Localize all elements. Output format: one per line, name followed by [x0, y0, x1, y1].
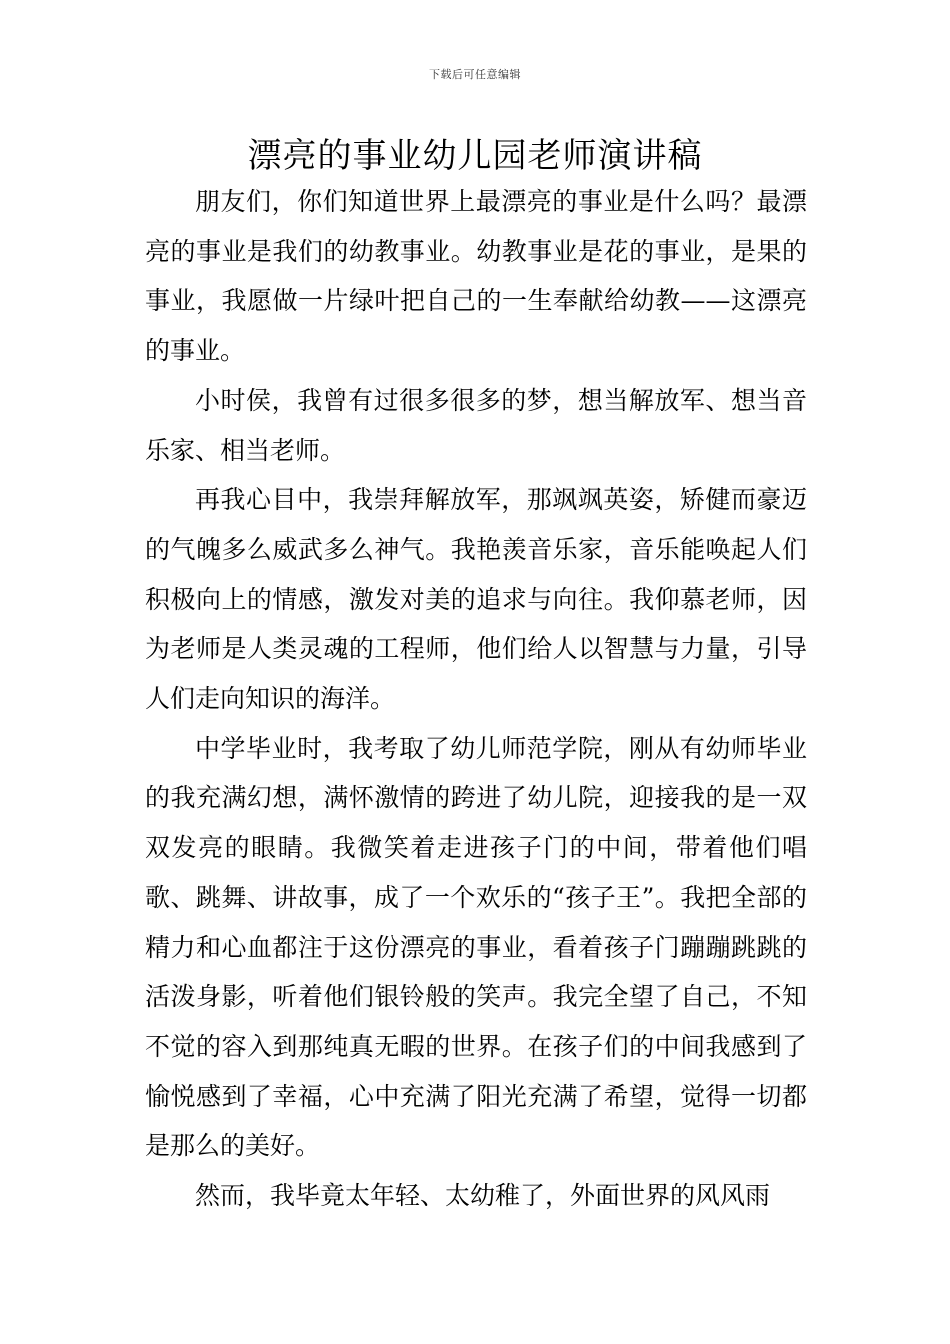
page-title: 漂亮的事业幼儿园老师演讲稿 — [247, 136, 703, 176]
paragraph: 中学毕业时，我考取了幼儿师范学院，刚从有幼师毕业的我充满幻想，满怀激情的跨进了幼儿院，迎接我的是一双双发亮的眼睛。我微笑着走进孩子门的中间，带着他们唱歌、跳舞、讲故事，成了一个欢乐的“孩子王”。我把全部的精力和心血都注于这份漂亮的事业，看着孩子门蹦蹦跳跳的活泼身影，听着他们银铃般的笑声。我完全望了自己，不知不觉的容入到那纯真无暇的世界。在孩子们的中间我感到了愉悦感到了幸福，心中充满了阳光充满了希望，觉得一切都是那么的美好。 — [145, 733, 807, 1161]
body-text — [145, 177, 807, 1221]
paragraph: 然而，我毕竟太年轻、太幼稚了，外面世界的风风雨 — [195, 1181, 771, 1211]
header-note: 下载后可任意编辑 — [429, 68, 521, 81]
paragraph: 小时侯，我曾有过很多很多的梦，想当解放军、想当音乐家、相当老师。 — [145, 385, 807, 465]
paragraph: 朋友们，你们知道世界上最漂亮的事业是什么吗？最漂亮的事业是我们的幼教事业。幼教事业是花的事业，是果的事业，我愿做一片绿叶把自己的一生奉献给幼教——这漂亮的事业。 — [145, 187, 807, 366]
paragraph: 再我心目中，我崇拜解放军，那飒飒英姿，矫健而豪迈的气魄多么威武多么神气。我艳羡音乐家，音乐能唤起人们积极向上的情感，激发对美的追求与向往。我仰慕老师，因为老师是人类灵魂的工程师，他们给人以智慧与力量，引导人们走向知识的海洋。 — [145, 485, 807, 714]
